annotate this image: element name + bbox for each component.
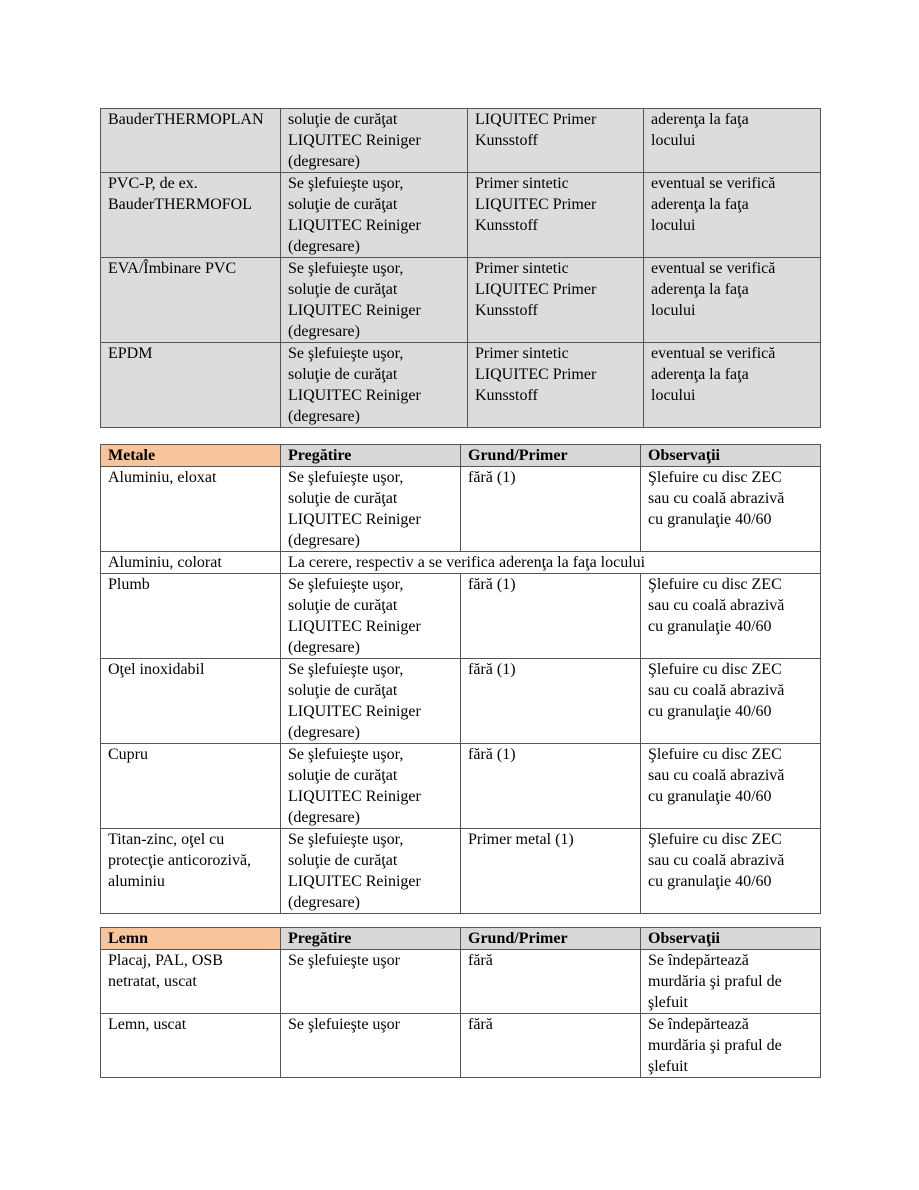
metals-table [100,444,821,914]
preparation-cell: Se şlefuieşte uşor, soluţie de curăţat LIQUITEC Reiniger (degresare) [281,467,461,552]
material-cell: Lemn, uscat [101,1014,281,1078]
notes-cell: Se îndepărtează murdăria şi praful de şlefuit [641,1014,821,1078]
primer-cell: Primer sintetic LIQUITEC Primer Kunsstoff [468,258,644,343]
preparation-cell: Se şlefuieşte uşor, soluţie de curăţat LIQUITEC Reiniger (degresare) [281,659,461,744]
table-row [101,829,821,914]
primer-cell: LIQUITEC Primer Kunsstoff [468,109,644,173]
material-cell: Placaj, PAL, OSB netratat, uscat [101,950,281,1014]
preparation-cell: soluţie de curăţat LIQUITEC Reiniger (degresare) [281,109,468,173]
header-observatii: Observaţii [641,928,821,950]
primer-cell: Primer sintetic LIQUITEC Primer Kunsstoff [468,343,644,428]
preparation-cell: Se şlefuieşte uşor [281,1014,461,1078]
material-cell: Oţel inoxidabil [101,659,281,744]
material-cell: EVA/Îmbinare PVC [101,258,281,343]
material-cell: Aluminiu, colorat [101,552,281,574]
notes-cell: eventual se verifică aderenţa la faţa locului [644,258,821,343]
header-metale: Metale [101,445,281,467]
notes-cell: Se îndepărtează murdăria şi praful de şlefuit [641,950,821,1014]
header-grund-primer: Grund/Primer [461,445,641,467]
primer-cell: fără [461,950,641,1014]
table-row [101,552,821,574]
notes-cell: eventual se verifică aderenţa la faţa locului [644,173,821,258]
table-row [101,173,821,258]
merged-note-cell: La cerere, respectiv a se verifica aderenţa la faţa locului [281,552,821,574]
membranes-table [100,108,821,428]
material-cell: PVC-P, de ex. BauderTHERMOFOL [101,173,281,258]
header-grund-primer: Grund/Primer [461,928,641,950]
notes-cell: aderenţa la faţa locului [644,109,821,173]
preparation-cell: Se şlefuieşte uşor, soluţie de curăţat LIQUITEC Reiniger (degresare) [281,173,468,258]
table-row [101,343,821,428]
table-row [101,1014,821,1078]
primer-cell: fără (1) [461,467,641,552]
table-row [101,574,821,659]
material-cell: BauderTHERMOPLAN [101,109,281,173]
wood-table [100,927,821,1078]
header-lemn: Lemn [101,928,281,950]
material-cell: Plumb [101,574,281,659]
header-pregatire: Pregătire [281,445,461,467]
notes-cell: Şlefuire cu disc ZEC sau cu coală abrazivă cu granulaţie 40/60 [641,659,821,744]
header-observatii: Observaţii [641,445,821,467]
preparation-cell: Se şlefuieşte uşor, soluţie de curăţat LIQUITEC Reiniger (degresare) [281,574,461,659]
preparation-cell: Se şlefuieşte uşor, soluţie de curăţat LIQUITEC Reiniger (degresare) [281,744,461,829]
table-header-row [101,928,821,950]
notes-cell: Şlefuire cu disc ZEC sau cu coală abrazivă cu granulaţie 40/60 [641,574,821,659]
table-row [101,467,821,552]
table-row [101,950,821,1014]
table-row [101,109,821,173]
material-cell: EPDM [101,343,281,428]
header-pregatire: Pregătire [281,928,461,950]
notes-cell: eventual se verifică aderenţa la faţa locului [644,343,821,428]
primer-cell: fără (1) [461,574,641,659]
primer-cell: fără (1) [461,744,641,829]
table-header-row [101,445,821,467]
preparation-cell: Se şlefuieşte uşor, soluţie de curăţat LIQUITEC Reiniger (degresare) [281,258,468,343]
table-row [101,659,821,744]
primer-cell: Primer sintetic LIQUITEC Primer Kunsstoff [468,173,644,258]
material-cell: Cupru [101,744,281,829]
preparation-cell: Se şlefuieşte uşor, soluţie de curăţat LIQUITEC Reiniger (degresare) [281,829,461,914]
preparation-cell: Se şlefuieşte uşor, soluţie de curăţat LIQUITEC Reiniger (degresare) [281,343,468,428]
preparation-cell: Se şlefuieşte uşor [281,950,461,1014]
primer-cell: fără (1) [461,659,641,744]
primer-cell: Primer metal (1) [461,829,641,914]
notes-cell: Şlefuire cu disc ZEC sau cu coală abrazivă cu granulaţie 40/60 [641,467,821,552]
primer-cell: fără [461,1014,641,1078]
notes-cell: Şlefuire cu disc ZEC sau cu coală abrazivă cu granulaţie 40/60 [641,829,821,914]
table-row [101,744,821,829]
table-row [101,258,821,343]
material-cell: Aluminiu, eloxat [101,467,281,552]
material-cell: Titan-zinc, oţel cu protecţie anticorozivă, aluminiu [101,829,281,914]
notes-cell: Şlefuire cu disc ZEC sau cu coală abrazivă cu granulaţie 40/60 [641,744,821,829]
